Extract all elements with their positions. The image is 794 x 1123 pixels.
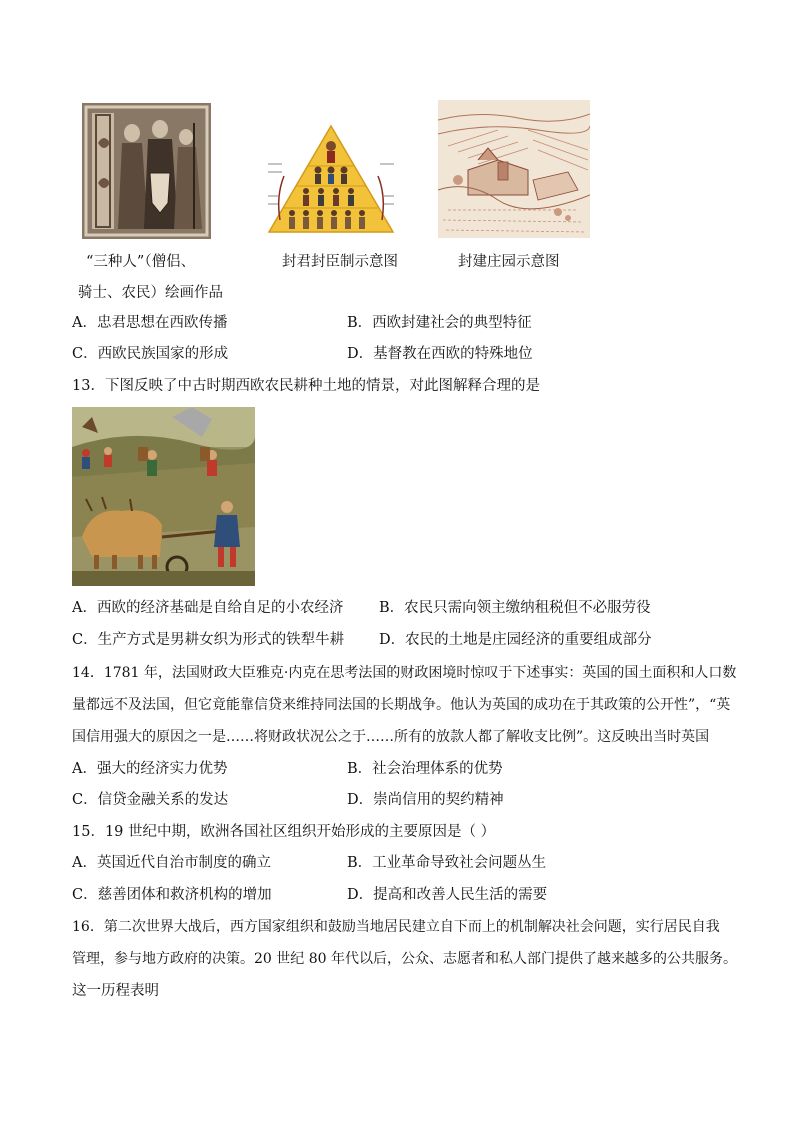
q13-option-d: D．农民的土地是庄园经济的重要组成部分 <box>379 632 652 648</box>
q14-option-a: A．强大的经济实力优势 <box>72 761 228 777</box>
q12-option-a: A．忠君思想在西欧传播 <box>72 315 228 331</box>
manor-sketch <box>438 100 590 238</box>
fig1-caption-line2: 骑士、农民）绘画作品 <box>78 285 223 301</box>
q15-option-b: B．工业革命导致社会问题丛生 <box>347 855 547 871</box>
q12-option-b: B．西欧封建社会的典型特征 <box>347 315 532 331</box>
peasant-farming-painting <box>72 407 255 586</box>
feudal-pyramid-diagram <box>266 124 396 236</box>
q14-option-d: D．崇尚信用的契约精神 <box>347 792 504 808</box>
q16-stem-line2: 管理，参与地方政府的决策。20 世纪 80 年代以后，公众、志愿者和私人部门提供了越来越多的公共服务。 <box>72 951 737 967</box>
q13-option-a: A．西欧的经济基础是自给自足的小农经济 <box>72 600 344 616</box>
q15-option-c: C．慈善团体和救济机构的增加 <box>72 887 272 903</box>
fig1-caption-line1: “三种人”（僧侣、 <box>86 254 196 270</box>
q16-stem-line3: 这一历程表明 <box>72 983 159 999</box>
three-estates-painting <box>82 103 211 239</box>
fig2-caption: 封君封臣制示意图 <box>282 254 398 270</box>
q13-option-c: C．生产方式是男耕女织为形式的铁犁牛耕 <box>72 632 345 648</box>
q14-stem-line2: 量都远不及法国，但它竟能靠信贷来维持同法国的长期战争。他认为英国的成功在于其政策的公开性”，“英 <box>72 697 731 713</box>
q15-option-a: A．英国近代自治市制度的确立 <box>72 855 271 871</box>
q12-option-d: D．基督教在西欧的特殊地位 <box>347 346 533 362</box>
fig3-caption: 封建庄园示意图 <box>458 254 560 270</box>
q14-option-b: B．社会治理体系的优势 <box>347 761 503 777</box>
q14-stem-line1: 14．1781 年，法国财政大臣雅克·内克在思考法国的财政困境时惊叹于下述事实：英国的国土面积和人口数 <box>72 665 737 681</box>
q14-stem-line3: 国信用强大的原因之一是……将财政状况公之于……所有的放款人都了解收支比例”。这反映出当时英国 <box>72 729 710 745</box>
q12-option-c: C．西欧民族国家的形成 <box>72 346 229 362</box>
q13-stem: 13．下图反映了中古时期西欧农民耕种土地的情景，对此图解释合理的是 <box>72 378 540 394</box>
farming-illustration <box>72 407 255 586</box>
three-estates-illustration <box>82 103 211 239</box>
q15-option-d: D．提高和改善人民生活的需要 <box>347 887 548 903</box>
q14-option-c: C．信贷金融关系的发达 <box>72 792 229 808</box>
q15-stem: 15．19 世纪中期，欧洲各国社区组织开始形成的主要原因是（ ） <box>72 824 496 840</box>
pyramid-illustration <box>266 124 396 236</box>
q13-option-b: B．农民只需向领主缴纳租税但不必服劳役 <box>379 600 651 616</box>
manor-illustration <box>438 100 590 238</box>
q16-stem-line1: 16．第二次世界大战后，西方国家组织和鼓励当地居民建立自下而上的机制解决社会问题，实行居民自我 <box>72 919 720 935</box>
